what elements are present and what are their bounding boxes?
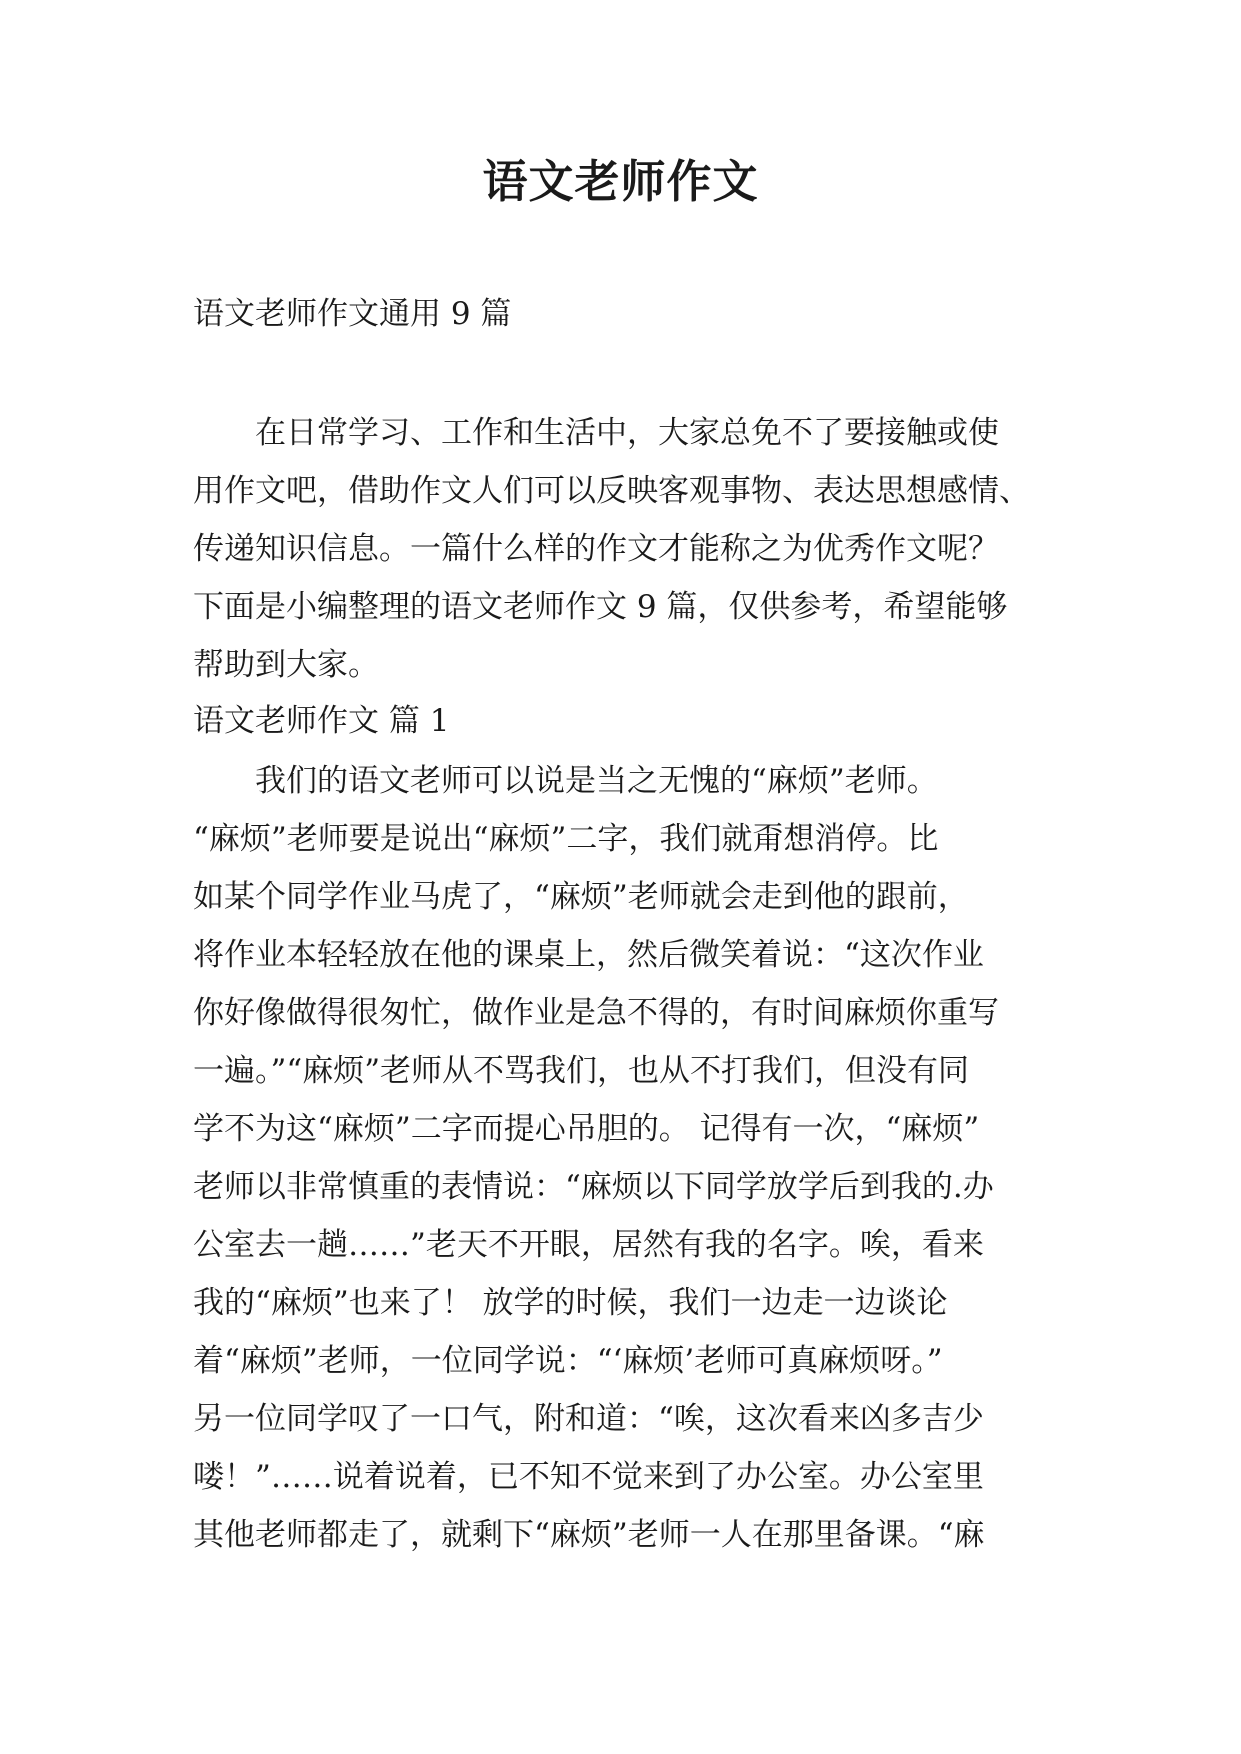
intro-line: 下面是小编整理的语文老师作文 9 篇，仅供参考，希望能够	[193, 589, 1008, 625]
essay-line: 将作业本轻轻放在他的课桌上，然后微笑着说：“这次作业	[193, 937, 984, 973]
intro-line: 帮助到大家。	[193, 647, 379, 683]
intro-line: 在日常学习、工作和生活中，大家总免不了要接触或使	[193, 415, 999, 451]
essay-line: 喽！”……说着说着，已不知不觉来到了办公室。办公室里	[193, 1459, 984, 1495]
intro-line: 传递知识信息。一篇什么样的作文才能称之为优秀作文呢？	[193, 531, 999, 567]
section-heading: 语文老师作文 篇 1	[193, 703, 450, 739]
essay-line: 如某个同学作业马虎了，“麻烦”老师就会走到他的跟前，	[193, 879, 969, 915]
essay-line: 公室去一趟……”老天不开眼，居然有我的名字。唉，看来	[193, 1227, 984, 1263]
essay-line: 另一位同学叹了一口气，附和道：“唉，这次看来凶多吉少	[193, 1401, 984, 1437]
intro-paragraph	[193, 404, 1053, 694]
essay-line: 其他老师都走了，就剩下“麻烦”老师一人在那里备课。“麻	[193, 1517, 985, 1553]
essay-line: 我的“麻烦”也来了！ 放学的时候，我们一边走一边谈论	[193, 1285, 948, 1321]
essay-line: 老师以非常慎重的表情说：“麻烦以下同学放学后到我的.办	[193, 1169, 994, 1205]
essay-line: “麻烦”老师要是说出“麻烦”二字，我们就甭想消停。比	[193, 821, 939, 857]
essay-line: 学不为这“麻烦”二字而提心吊胆的。 记得有一次，“麻烦”	[193, 1111, 980, 1147]
document-title: 语文老师作文	[482, 155, 759, 208]
essay-line: 着“麻烦”老师，一位同学说：“‘麻烦’老师可真麻烦呀。”	[193, 1343, 943, 1379]
intro-line: 用作文吧，借助作文人们可以反映客观事物、表达思想感情、	[193, 473, 1030, 509]
document-subtitle: 语文老师作文通用 9 篇	[193, 296, 512, 332]
essay-line: 一遍。”“麻烦”老师从不骂我们，也从不打我们，但没有同	[193, 1053, 970, 1089]
essay-paragraph	[193, 752, 1053, 1564]
essay-line: 我们的语文老师可以说是当之无愧的“麻烦”老师。	[193, 763, 938, 799]
essay-line: 你好像做得很匆忙，做作业是急不得的，有时间麻烦你重写	[193, 995, 999, 1031]
